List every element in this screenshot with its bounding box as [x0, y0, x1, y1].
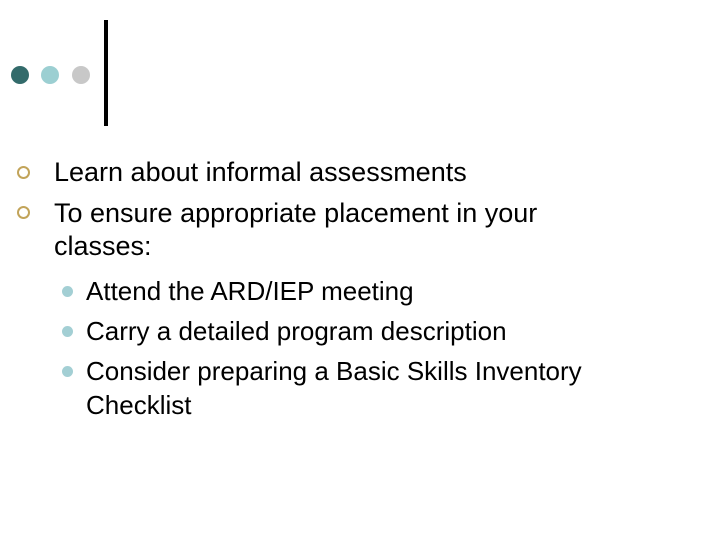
sub-bullet-basic-skills-continued: Checklist: [86, 390, 192, 420]
bullet-ensure-placement: To ensure appropriate placement in your: [54, 198, 538, 228]
disc-bullet-icon: [62, 286, 73, 297]
ring-bullet-icon: [17, 166, 30, 179]
sub-bullet-carry-description: Carry a detailed program description: [86, 316, 507, 346]
ring-bullet-icon: [17, 206, 30, 219]
bullet-learn-assessments: Learn about informal assessments: [54, 157, 467, 187]
sub-bullet-attend-meeting: Attend the ARD/IEP meeting: [86, 276, 414, 306]
sub-bullet-basic-skills: Consider preparing a Basic Skills Inventory: [86, 356, 582, 386]
bullet-ensure-placement-continued: classes:: [54, 231, 152, 261]
disc-bullet-icon: [62, 326, 73, 337]
disc-bullet-icon: [62, 366, 73, 377]
